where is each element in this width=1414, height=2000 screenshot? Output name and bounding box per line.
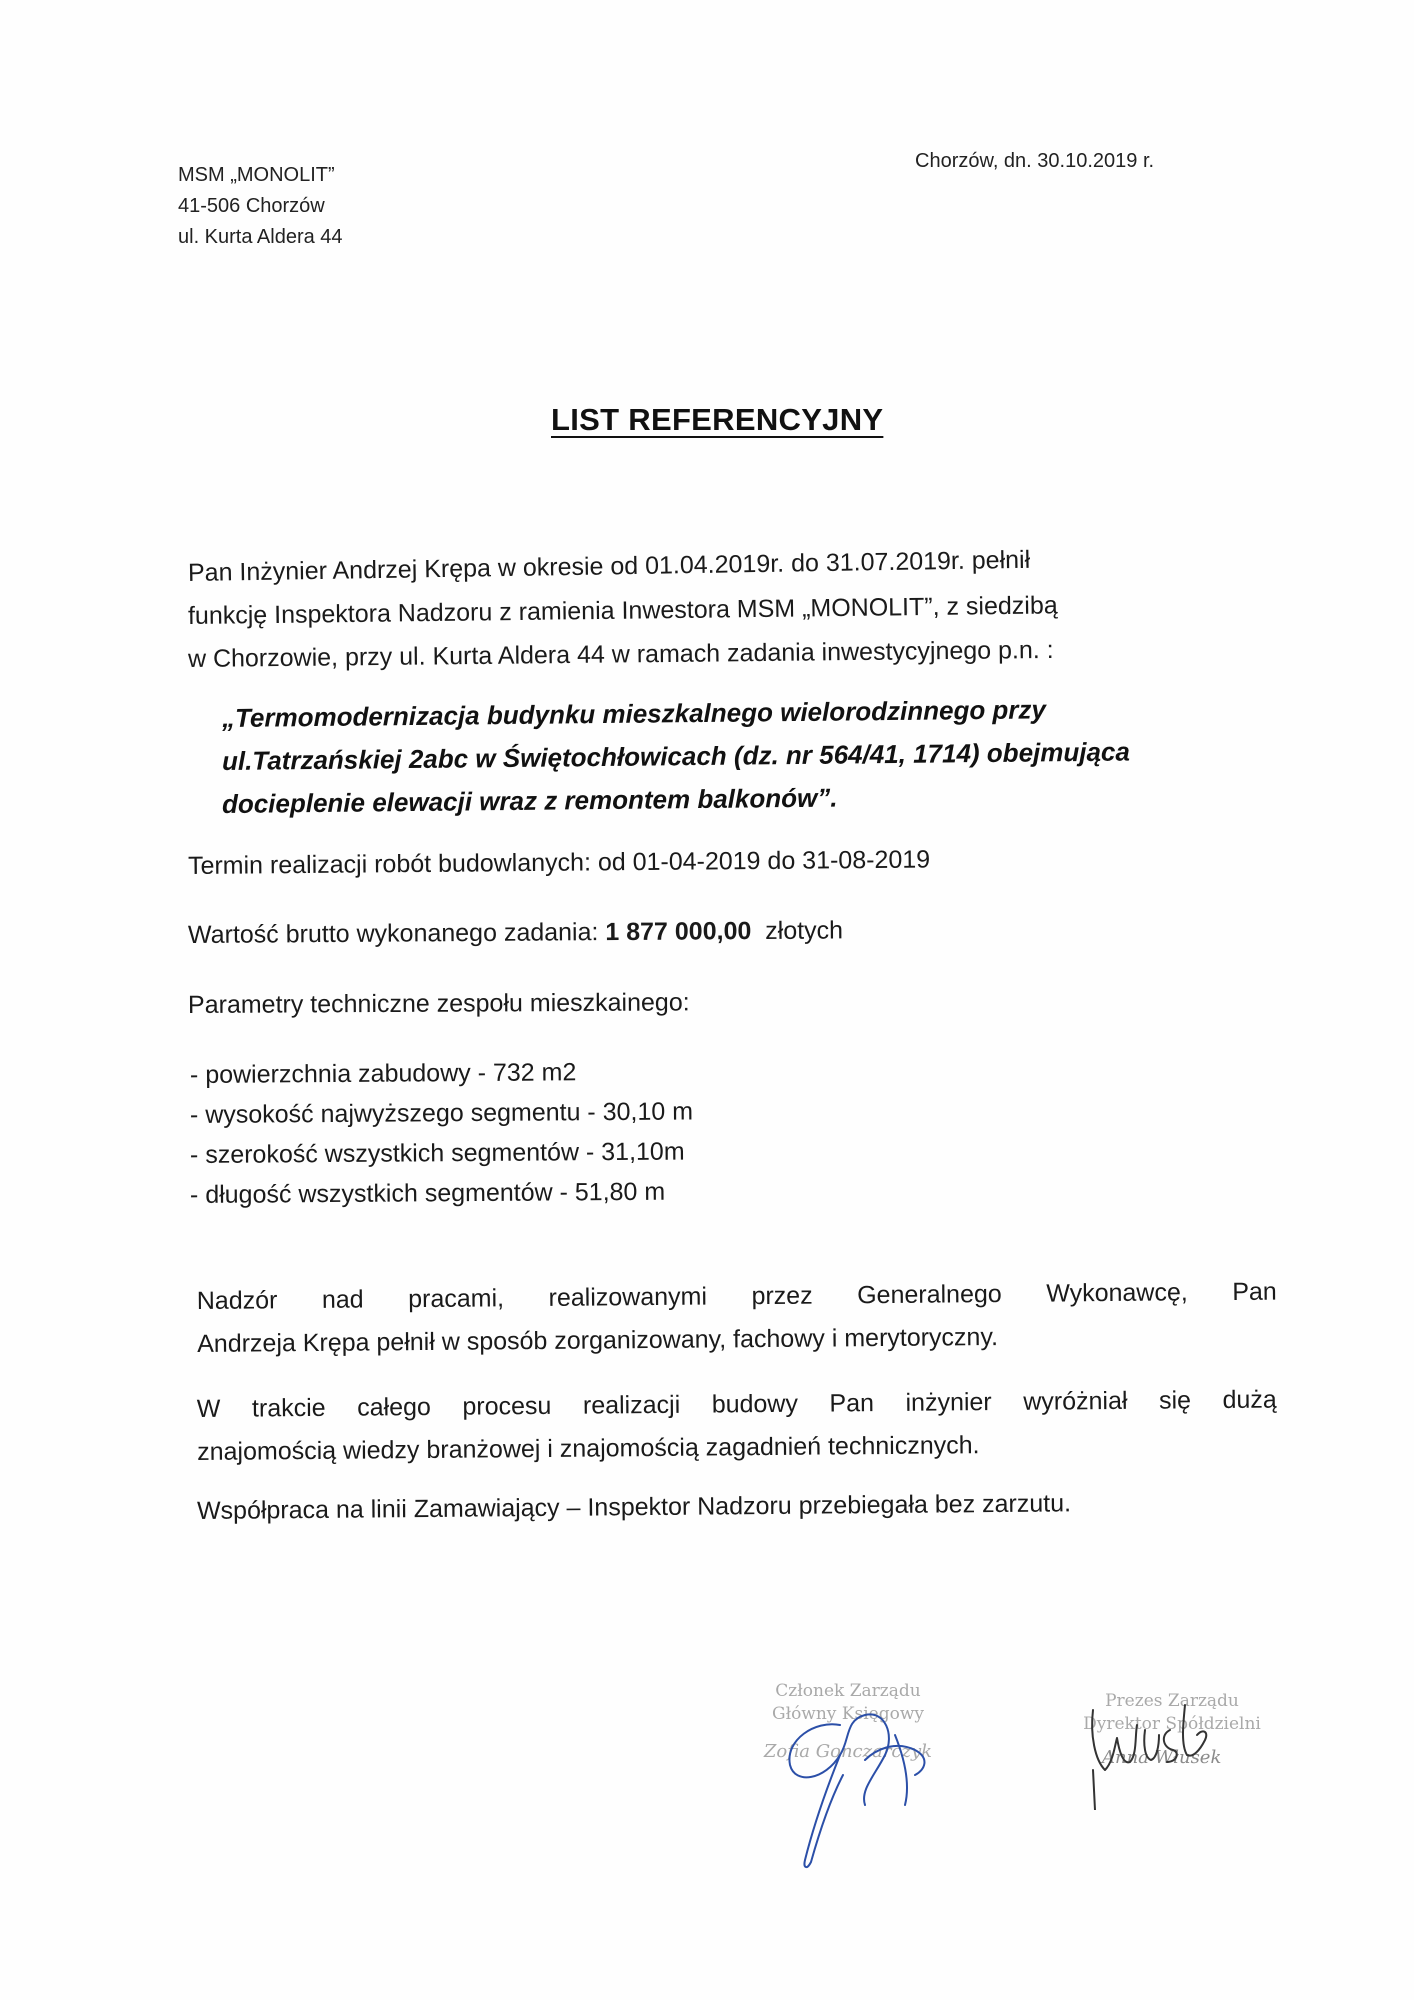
gross-value-amount: 1 877 000,00 — [605, 917, 752, 947]
sender-address — [178, 160, 343, 253]
intro-line: funkcję Inspektora Nadzoru z ramienia Inwestora MSM „MONOLIT”, z siedzibą — [187, 591, 1058, 630]
project-line: docieplenie elewacji wraz z remontem balkonów”. — [221, 782, 838, 819]
cooperation-line: Współpraca na linii Zamawiający – Inspektor Nadzoru przebiegała bez zarzutu. — [196, 1489, 1072, 1525]
gross-value-label: Wartość brutto wykonanego zadania: — [187, 918, 606, 949]
construction-term: Termin realizacji robót budowlanych: od 01-04-2019 do 31-08-2019 — [187, 845, 931, 880]
gross-value-currency: złotych — [751, 916, 844, 946]
param-item: - długość wszystkich segmentów - 51,80 m — [189, 1177, 666, 1209]
stamp-role: Prezes Zarządu — [1105, 1691, 1239, 1711]
place-date: Chorzów, dn. 30.10.2019 r. — [915, 150, 1155, 172]
stamp-right — [1062, 1690, 1282, 1769]
project-name — [221, 694, 1131, 826]
stamp-role: Członek Zarządu — [775, 1681, 921, 1701]
knowledge-line: W trakcie całego procesu realizacji budowy Pan inżynier wyróżniał się dużą — [196, 1385, 1277, 1424]
stamp-name: Zofia Gonczarczyk — [763, 1741, 933, 1762]
intro-line: w Chorzowie, przy ul. Kurta Aldera 44 w ramach zadania inwestycyjnego p.n. : — [187, 635, 1054, 673]
knowledge-line: znajomością wiedzy branżowej i znajomością zagadnień technicznych. — [197, 1431, 980, 1466]
project-line: „Termomodernizacja budynku mieszkalnego wielorodzinnego przy — [221, 694, 1047, 733]
stamp-role: Dyrektor Spółdzielni — [1083, 1714, 1261, 1734]
supervision-paragraph — [197, 1271, 1278, 1366]
supervision-line: Andrzeja Krępa pełnił w sposób zorganizowany, fachowy i merytoryczny. — [197, 1323, 999, 1358]
intro-paragraph — [187, 545, 1058, 681]
cooperation-paragraph — [197, 1481, 1277, 1533]
param-item: - wysokość najwyższego segmentu - 30,10 m — [189, 1097, 694, 1129]
stamp-role: Główny Księgowy — [771, 1704, 925, 1724]
intro-line: Pan Inżynier Andrzej Krępa w okresie od 01.04.2019r. do 31.07.2019r. pełnił — [187, 545, 1031, 587]
knowledge-paragraph — [197, 1379, 1278, 1474]
document-title: LIST REFERENCYJNY — [551, 402, 884, 437]
param-item: - szerokość wszystkich segmentów - 31,10m — [189, 1137, 685, 1169]
sender-postal-city: 41-506 Chorzów — [178, 195, 325, 217]
params-list — [190, 1055, 693, 1215]
sender-name: MSM „MONOLIT” — [178, 164, 335, 186]
stamp-left — [758, 1680, 938, 1763]
stamp-name: Anna Włusek — [1102, 1747, 1222, 1768]
supervision-line: Nadzór nad pracami, realizowanymi przez Generalnego Wykonawcę, Pan — [196, 1277, 1277, 1316]
project-line: ul.Tatrzańskiej 2abc w Świętochłowicach (dz. nr 564/41, 1714) obejmująca — [221, 736, 1131, 776]
param-item: - powierzchnia zabudowy - 732 m2 — [189, 1058, 577, 1089]
gross-value — [188, 916, 843, 950]
params-title: Parametry techniczne zespołu mieszkainego: — [187, 988, 690, 1019]
sender-street: ul. Kurta Aldera 44 — [178, 226, 343, 248]
